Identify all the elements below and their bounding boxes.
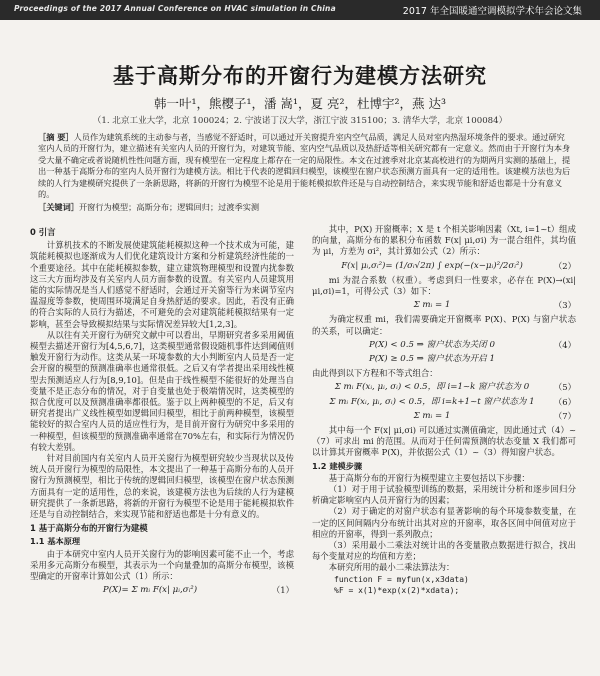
equation-number: （6）	[553, 396, 576, 407]
banner-english-title: Proceedings of the 2017 Annual Conference on HVAC simulation in China	[14, 4, 336, 13]
equation-body: P(X)= Σ mᵢ F(x| μᵢ,σᵢ²)	[102, 585, 198, 596]
equation-number: （2）	[553, 260, 576, 271]
subsection-heading-1-2: 1.2 建模步骤	[312, 460, 363, 471]
abstract	[38, 132, 572, 200]
keywords-text: 开窗行为模型；高斯分布；逻辑回归；过渡季实测	[78, 202, 260, 212]
equation-4	[312, 340, 576, 351]
equation-body: P(X) ≥ 0.5 ⇒ 窗户状态为开启 1	[369, 354, 495, 365]
left-column	[30, 224, 294, 600]
paragraph: 为确定权重 mi，我们需要确定开窗概率 P(X)、P(X) 与窗户状态的关系，可以确定：	[312, 314, 576, 336]
affiliations: （1. 北京工业大学，北京 100024；2. 宁波诺丁汉大学，浙江宁波 315100；3. 清华大学，北京 100084）	[92, 116, 508, 126]
paragraph: 其中，P(X) 开窗概率；X 是 t 个相关影响因素（Xt, i=1~t）组成的向量，高斯分布的累积分布函数 F(x| μi,σi) 为一混合组件，其均值为 μi，方差为 σi²，其计算如公式（2）所示：	[312, 224, 576, 257]
paragraph: 本研究所用的最小二乘法算法为：	[328, 562, 455, 573]
paragraph: 针对目前国内有关室内人员开关窗行为模型研究较少当现状以及传统人员开窗行为模型的局限性，本文提出了一种基于高斯分布的人员开窗行为预测模型，相比于传统的逻辑回归模型，该模型在窗户状态预测方面具有一定的适用性，总的来说，该建模方法也为后续的人行为建模研究提供了一条新思路，将新的开窗行为模型不论是用于能耗模拟软件还是与自动控制结合，来实现节能和舒适也都是十分有意义的。	[30, 453, 294, 520]
abstract-text: 人员作为建筑系统的主动参与者，当感觉不舒适时，可以通过开关窗提升室内空气品质，满足人员对室内热湿环境条件的要求。通过研究室内人员的开窗行为，建立描述有关室内人员的开窗行为，对建筑节能、室内空气品质以及热舒适等相关研究都有一定意义。然而由于开窗行为本身受大量不确定或者说随机性性问题方面，现有模型在一定程度上都存在一定的局限性。本文在过渡季对北京某高校进行的为期两月实测的基础上，提出一种基于高斯分布的室内人员开窗行为建模方法。相比于代表的逻辑回归模型，该模型在窗户状态预测方面具有一定的适用性。该建模方法也为后续的人行为建模研究提供了一条新思路，将新的开窗行为模型不论是用于能耗模拟软件还是与自动控制结合，来实现节能和舒适也都是十分有意义的。	[38, 132, 571, 200]
paragraph: 基于高斯分布的开窗行为模型建立主要包括以下步骤：	[328, 472, 530, 483]
equation-number: （4）	[553, 339, 576, 350]
equation-body: Σ mᵢ F(xᵢ, μᵢ, σᵢ) < 0.5，即 i=1~k 窗户状态为 0	[334, 382, 530, 393]
paragraph: 由于本研究中室内人员开关窗行为的影响因素可能不止一个，考虑采用多元高斯分布模型，其表示为一个向量叠加的高斯分布模型，该模型确定的开窗率计算如公式（1）所示：	[30, 548, 294, 582]
equation-body: Σ mᵢ = 1	[413, 300, 451, 311]
right-column	[312, 224, 576, 596]
banner-chinese-title: 2017 年全国暖通空调模拟学术年会论文集	[402, 6, 582, 17]
equation-4b	[312, 354, 576, 365]
subsection-heading-1-1: 1.1 基本原理	[30, 536, 81, 547]
equation-6	[312, 397, 576, 408]
abstract-label: ［摘 要］	[38, 132, 74, 142]
step-item: （1）对于用于试验模型训练的数据，采用统计分析和逐步回归分析确定影响室内人员开窗行为的因素；	[312, 484, 576, 506]
section-heading-intro: 0 引言	[30, 227, 56, 237]
equation-body: F(x| μᵢ,σᵢ²)= (1/σᵢ√2π) ∫ exp(−(x−μᵢ)²/2σᵢ²)	[341, 260, 523, 271]
equation-3	[312, 300, 576, 311]
step-item: （2）对于确定的对窗户状态有显著影响的每个环境参数变量，在一定的区间间隔内分布统计出其对应的开窗率，取各区间中间值对应于相应的开窗率，得到一系列散点；	[312, 506, 576, 539]
paragraph: 其中每一个 F(x| μi,σi) 可以通过实测值确定，因此通过式（4）~（7）可求出 mi 的范围。从而对于任何需预测的状态变量 X 我们都可以计算其开窗概率 P(X)，并依据公式（1）~（3）得知窗户状态。	[312, 425, 576, 458]
paragraph: 从以往有关开窗行为研究文献中可以看出，早期研究者多采用阈值模型去描述开窗行为[4,5,6,7]，这类模型通常假设随机事件达到阈值则触发开窗行为动作。这类从某一环境参数的大小判断室内人员是否一定会开窗的模型的预测准确率也通常很低。之后又有学者提出采用线性模型去预测适应人行为[8,9,10]。但是由于线性模型不能很好的处理当自变量不是正态分布的情况，对于自变量也处于极端情况时，这类模型的拟合优度可以及预测准确率都很低。鉴于以上两种模型的不足，后又有研究者提出广义线性模型如逻辑回归模型，相比于前两种模型，该模型能较好的拟合室内人员的适应性行为，是目前开窗行为研究中多采用的一种模型，但该模型的预测准确率通常在70%左右，和实际行为情况仍有较大差别。	[30, 329, 294, 452]
code-line: %F = x(1)*exp(x(2)*xdata);	[334, 585, 460, 595]
equation-body: P(X) < 0.5 ⇒ 窗户状态为关闭 0	[369, 339, 495, 350]
step-item: （3）采用最小二乘法对统计出的各变量散点数据进行拟合，找出每个变量对应的均值和方差；	[312, 540, 576, 562]
author-list: 韩一叶¹，熊樱子¹，潘 嵩¹，夏 亮²，杜博宇²，燕 达³	[154, 96, 446, 111]
equation-number: （5）	[553, 382, 576, 393]
keywords	[38, 202, 572, 213]
equation-number: （7）	[553, 410, 576, 421]
paragraph: mi 为混合系数（权重）。考虑到归一性要求，必存在 P(X)→(xi| μi,σi)=1，可得公式（3）如下：	[312, 274, 576, 297]
equation-number: （3）	[553, 300, 576, 311]
equation-body: Σ mᵢ F(xᵢ, μᵢ, σᵢ) < 0.5，即 i=k+1~t 窗户状态为 1	[329, 396, 535, 407]
paper-title: 基于高斯分布的开窗行为建模方法研究	[113, 63, 487, 88]
equation-1	[30, 585, 294, 596]
paragraph: 计算机技术的不断发展使建筑能耗模拟这种一个技术成为可能，建筑能耗模拟也逐渐成为人们优化建筑设计方案和分析建筑经济性能的一个重要途径。其中在能耗模拟参数，建立建筑物理模型和设置内扰参数这三大方面均涉及有关室内人员方面参数的设置。有关室内人员建筑用能的实际情况是当人们感觉不舒适时，会通过开关窗等行为来调节室内温湿度等参数，使周围环境满足自身热舒适的要求。因此，若没有正确的符合实际的人员行为描述，不可避免的会对建筑能耗模拟结果有一定影响，甚至会导致模拟结果与实际情况差异较大[1,2,3]。	[30, 240, 294, 329]
code-line: function F = myfun(x,x3data)	[334, 574, 469, 584]
equation-7	[312, 411, 576, 422]
keywords-label: ［关键词］	[38, 202, 79, 212]
equation-5	[312, 382, 576, 393]
equation-body: Σ mᵢ = 1	[413, 410, 451, 421]
equation-2	[312, 261, 576, 272]
section-heading-1: 1 基于高斯分布的开窗行为建模	[30, 523, 148, 534]
proceedings-banner	[0, 0, 600, 20]
paragraph: 由此得到以下方程和不等式组合：	[312, 368, 438, 379]
equation-number: （1）	[271, 585, 294, 596]
